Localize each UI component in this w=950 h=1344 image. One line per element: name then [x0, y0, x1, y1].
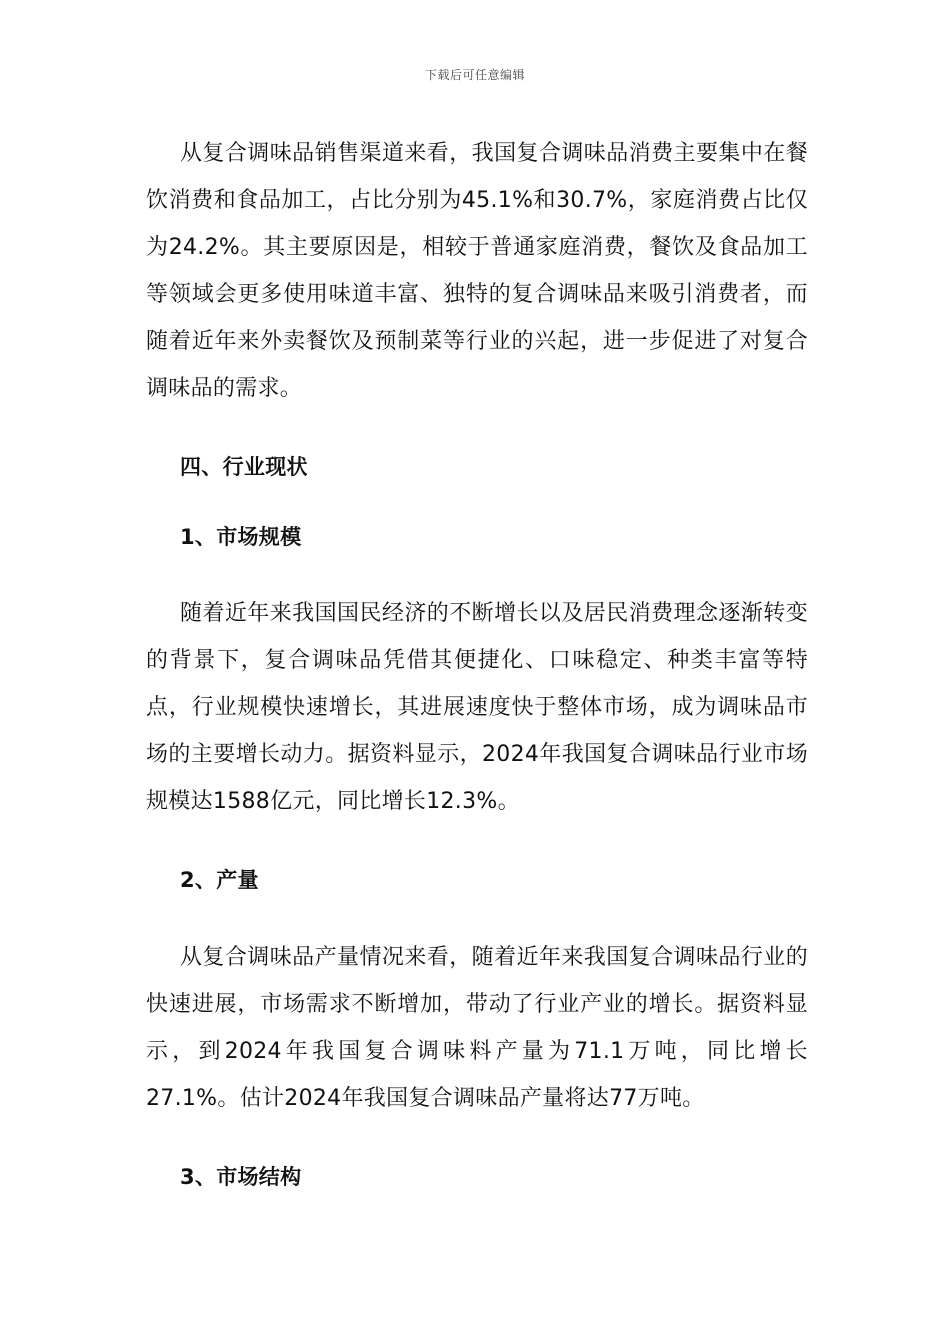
paragraph-output: 从复合调味品产量情况来看，随着近年来我国复合调味品行业的快速进展，市场需求不断增加，带动了行业产业的增长。据资料显示，到2024年我国复合调味料产量为71.1万吨，同比增长27.1%。估计2024年我国复合调味品产量将达77万吨。 — [146, 945, 808, 1111]
document-body — [146, 130, 808, 1192]
header-note: 下载后可任意编辑 — [424, 68, 525, 82]
section-heading-industry-status: 四、行业现状 — [180, 455, 308, 479]
paragraph-sales-channels: 从复合调味品销售渠道来看，我国复合调味品消费主要集中在餐饮消费和食品加工，占比分别为45.1%和30.7%，家庭消费占比仅为24.2%。其主要原因是，相较于普通家庭消费，餐饮及食品加工等领域会更多使用味道丰富、独特的复合调味品来吸引消费者，而随着近年来外卖餐饮及预制菜等行业的兴起，进一步促进了对复合调味品的需求。 — [146, 141, 808, 401]
subheading-output: 2、产量 — [180, 868, 259, 892]
paragraph-market-size: 随着近年来我国国民经济的不断增长以及居民消费理念逐渐转变的背景下，复合调味品凭借其便捷化、口味稳定、种类丰富等特点，行业规模快速增长，其进展速度快于整体市场，成为调味品市场的主要增长动力。据资料显示，2024年我国复合调味品行业市场规模达1588亿元，同比增长12.3%。 — [146, 601, 808, 814]
subheading-market-size: 1、市场规模 — [180, 525, 302, 549]
subheading-market-structure: 3、市场结构 — [180, 1165, 302, 1189]
